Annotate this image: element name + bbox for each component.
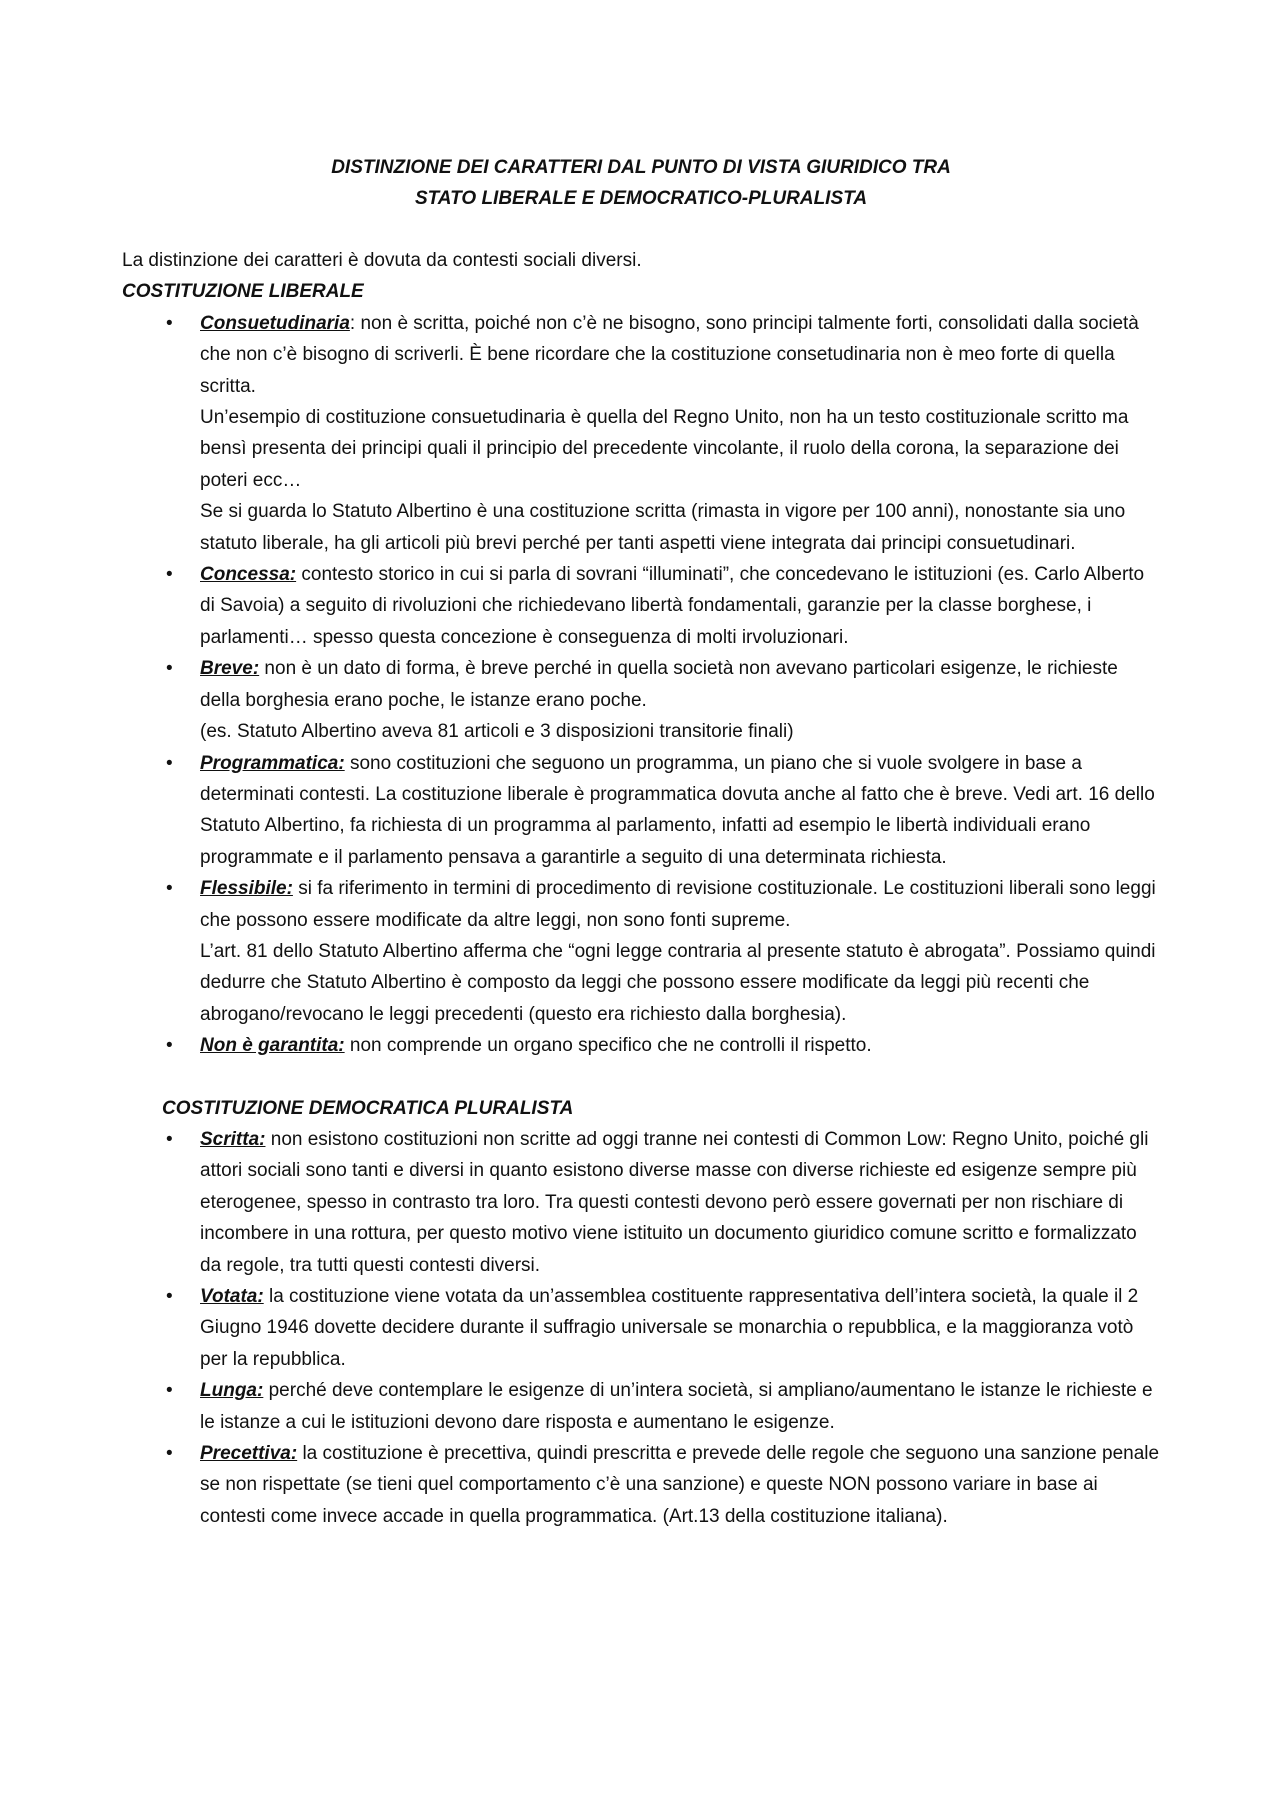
- item-continuation: Se si guarda lo Statuto Albertino è una costituzione scritta (rimasta in vigore per 100 anni), nonostante sia uno statuto liberale, ha gli articoli più brevi perché per tanti aspetti viene integrata dai principi consuetudinari.: [200, 501, 1126, 554]
- term-label: Programmatica:: [200, 752, 345, 774]
- term-description: non esistono costituzioni non scritte ad oggi tranne nei contesti di Common Low: Regno Unito, poiché gli attori sociali sono tanti e diversi in quanto esistono diverse masse con diverse richieste ed esigenze sempre più eterogenee, spesso in contrasto tra loro. Tra questi contesti devono però essere governati per non rischiare di incombere in una rottura, per questo motivo viene istituito un documento giuridico comune scritto e formalizzato da regole, tra tutti questi contesti diversi.: [200, 1128, 1149, 1276]
- document-title-line-2: STATO LIBERALE E DEMOCRATICO-PLURALISTA: [414, 188, 868, 209]
- bullet-icon: •: [166, 1035, 173, 1057]
- list-item: [166, 1281, 1160, 1375]
- term-description: si fa riferimento in termini di procedimento di revisione costituzionale. Le costituzioni liberali sono leggi che possono essere modificate da altre leggi, non sono fonti supreme.: [200, 878, 1156, 931]
- term-description: la costituzione è precettiva, quindi prescritta e prevede delle regole che seguono una sanzione penale se non rispettate (se tieni quel comportamento c’è una sanzione) e queste NON possono variare in base ai contesti come invece accade in quella programmatica. (Art.13 della costituzione italiana).: [200, 1443, 1160, 1527]
- list-item: [166, 559, 1160, 653]
- democratic-list: [122, 1124, 1160, 1532]
- term-label: Scritta:: [200, 1128, 266, 1150]
- term-description: sono costituzioni che seguono un programma, un piano che si vuole svolgere in base a determinati contesti. La costituzione liberale è programmatica dovuta anche al fatto che è breve. Vedi art. 16 dello Statuto Albertino, fa richiesta di un programma al parlamento, infatti ad esempio le libertà individuali erano programmate e il parlamento pensava a garantirle a seguito di una determinata richiesta.: [200, 752, 1155, 868]
- bullet-icon: •: [166, 564, 173, 586]
- bullet-icon: •: [166, 1128, 173, 1150]
- term-description: contesto storico in cui si parla di sovrani “illuminati”, che concedevano le istituzioni (es. Carlo Alberto di Savoia) a seguito di rivoluzioni che richiedevano libertà fondamentali, garanzie per la classe borghese, i parlamenti… spesso questa concezione è conseguenza di molti irvoluzionari.: [200, 564, 1145, 648]
- item-continuation: (es. Statuto Albertino aveva 81 articoli e 3 disposizioni transitorie finali): [200, 721, 794, 743]
- term-label: Flessibile:: [200, 878, 293, 900]
- bullet-icon: •: [166, 752, 173, 774]
- list-item: [166, 873, 1160, 1030]
- term-label: Lunga:: [200, 1380, 264, 1402]
- term-description: non comprende un organo specifico che ne controlli il rispetto.: [344, 1035, 872, 1057]
- list-item: [166, 1375, 1160, 1438]
- term-label: Non è garantita:: [200, 1035, 345, 1057]
- document-title-line-1: DISTINZIONE DEI CARATTERI DAL PUNTO DI VISTA GIURIDICO TRA: [331, 157, 951, 178]
- section-gap: [122, 1062, 1160, 1093]
- title-spacer: [122, 214, 1160, 245]
- list-item: [166, 1438, 1160, 1532]
- bullet-icon: •: [166, 312, 173, 334]
- list-item: [166, 308, 1160, 559]
- bullet-icon: •: [166, 878, 173, 900]
- item-continuation: Un’esempio di costituzione consuetudinaria è quella del Regno Unito, non ha un testo costituzionale scritto ma bensì presenta dei principi quali il principio del precedente vincolante, il ruolo della corona, la separazione dei poteri ecc…: [200, 407, 1129, 491]
- term-description: non è un dato di forma, è breve perché in quella società non avevano particolari esigenze, le richieste della borghesia erano poche, le istanze erano poche.: [200, 658, 1118, 711]
- list-item: [166, 748, 1160, 874]
- term-label: Precettiva:: [200, 1443, 298, 1465]
- intro-paragraph: La distinzione dei caratteri è dovuta da contesti sociali diversi.: [122, 250, 642, 271]
- bullet-icon: •: [166, 1380, 173, 1402]
- list-item: [166, 1124, 1160, 1281]
- term-description: la costituzione viene votata da un’assemblea costituente rappresentativa dell’intera società, la quale il 2 Giugno 1946 dovette decidere durante il suffragio universale se monarchia o repubblica, e la maggioranza votò per la repubblica.: [200, 1286, 1139, 1370]
- liberal-list: [122, 308, 1160, 1062]
- term-description: perché deve contemplare le esigenze di un’intera società, si ampliano/aumentano le istanze le richieste e le istanze a cui le istituzioni devono dare risposta e aumentano le esigenze.: [200, 1380, 1153, 1433]
- term-label: Consuetudinaria: [200, 312, 350, 334]
- bullet-icon: •: [166, 658, 173, 680]
- item-continuation: L’art. 81 dello Statuto Albertino afferma che “ogni legge contraria al presente statuto è abrogata”. Possiamo quindi dedurre che Statuto Albertino è composto da leggi che possono essere modificate da leggi più recenti che abrogano/revocano le leggi precedenti (questo era richiesto dalla borghesia).: [200, 940, 1156, 1025]
- bullet-icon: •: [166, 1443, 173, 1465]
- list-item: [166, 653, 1160, 747]
- term-description: : non è scritta, poiché non c’è ne bisogno, sono principi talmente forti, consolidati dalla società che non c’è bisogno di scriverli. È bene ricordare che la costituzione consetudinaria non è meo forte di quella scritta.: [200, 312, 1139, 397]
- section-heading-democratic: COSTITUZIONE DEMOCRATICA PLURALISTA: [162, 1097, 574, 1119]
- term-label: Votata:: [200, 1286, 264, 1307]
- section-heading-liberal: COSTITUZIONE LIBERALE: [122, 281, 364, 303]
- term-label: Concessa:: [200, 564, 297, 586]
- term-label: Breve:: [200, 658, 260, 680]
- list-item: [166, 1030, 1160, 1061]
- bullet-icon: •: [166, 1286, 173, 1307]
